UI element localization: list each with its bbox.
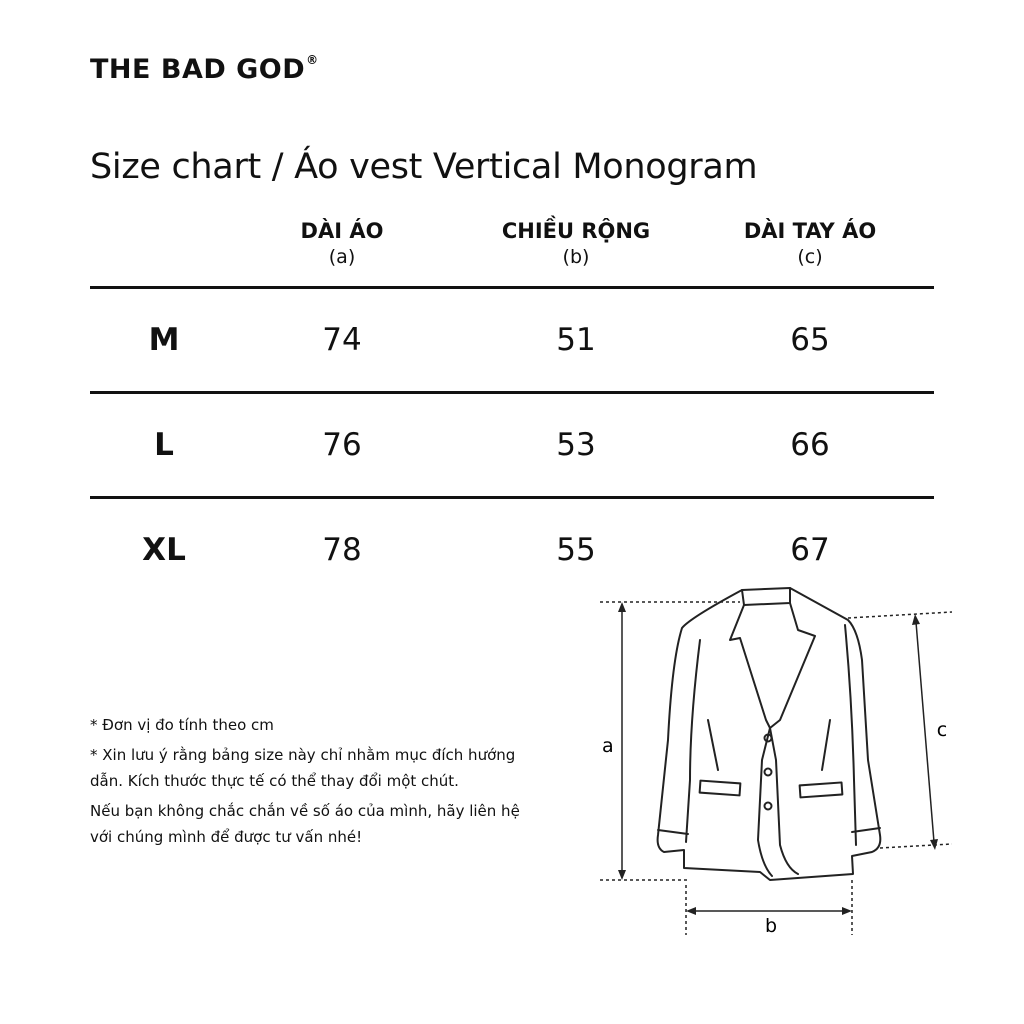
left-sleeve-seam <box>686 640 700 842</box>
blazer-measurement-diagram <box>580 580 980 960</box>
dimension-label-c: c <box>936 719 948 741</box>
table-cell: 78 <box>322 532 362 568</box>
note-contact: Nếu bạn không chắc chắn về số áo của mình, hãy liên hệ với chúng mình để được tư vấn nhé! <box>90 802 520 846</box>
size-label-m: M <box>148 322 180 358</box>
column-header-length <box>301 218 384 270</box>
table-cell: 74 <box>322 322 362 358</box>
dimension-label-b: b <box>764 915 778 937</box>
registered-mark: ® <box>306 53 319 67</box>
note-unit: * Đơn vị đo tính theo cm <box>90 716 274 734</box>
table-divider <box>90 496 934 499</box>
column-header-sub: (c) <box>797 246 823 268</box>
column-header-label: DÀI TAY ÁO <box>743 219 877 243</box>
size-label-l: L <box>154 427 174 463</box>
brand-logo <box>90 53 319 85</box>
dimension-label-a: a <box>602 735 614 757</box>
right-sleeve-seam <box>845 625 856 845</box>
brand-name: THE BAD GOD <box>90 54 306 85</box>
page-title: Size chart / Áo vest Vertical Monogram <box>90 147 758 187</box>
column-header-label: DÀI ÁO <box>300 219 384 243</box>
button <box>765 769 772 776</box>
table-cell: 65 <box>790 322 830 358</box>
column-header-label: CHIỀU RỘNG <box>501 219 651 243</box>
table-divider <box>90 286 934 289</box>
table-cell: 76 <box>322 427 362 463</box>
left-cuff <box>658 830 688 834</box>
table-cell: 53 <box>556 427 596 463</box>
dimension-a <box>600 602 740 880</box>
table-divider <box>90 391 934 394</box>
table-cell: 51 <box>556 322 596 358</box>
left-pocket <box>700 781 741 796</box>
table-cell: 66 <box>790 427 830 463</box>
column-header-sleeve <box>744 218 876 270</box>
table-cell: 55 <box>556 532 596 568</box>
size-notes <box>90 712 520 854</box>
right-lapel <box>770 603 815 728</box>
column-header-width <box>502 218 650 270</box>
size-label-xl: XL <box>142 532 186 568</box>
column-header-sub: (a) <box>328 246 356 268</box>
table-cell: 67 <box>790 532 830 568</box>
right-pocket <box>800 782 843 797</box>
note-disclaimer: * Xin lưu ý rằng bảng size này chỉ nhằm mục đích hướng dẫn. Kích thước thực tế có thể thay đổi một chút. <box>90 746 516 790</box>
button <box>765 803 772 810</box>
column-header-sub: (b) <box>562 246 590 268</box>
left-lapel <box>730 605 770 728</box>
